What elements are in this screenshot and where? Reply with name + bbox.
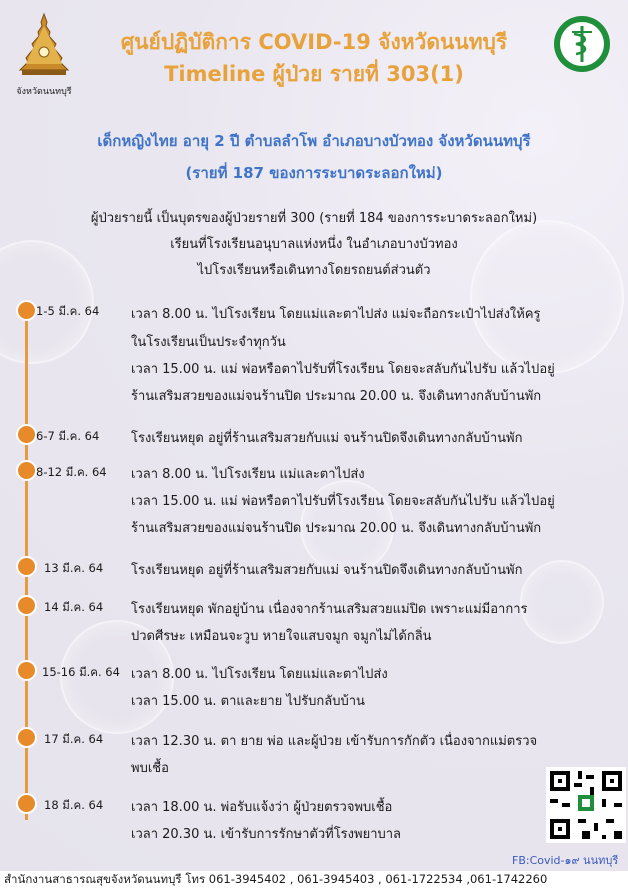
timeline-dot: [16, 727, 37, 748]
patient-description: เด็กหญิงไทย อายุ 2 ปี ตำบลลำโพ อำเภอบางบัวทอง จังหวัดนนทบุรี: [97, 132, 531, 150]
title-timeline-case: Timeline ผู้ป่วย รายที่ 303(1): [164, 62, 464, 86]
ministry-of-public-health-logo: [550, 14, 614, 78]
timeline-date: 13 มี.ค. 64: [44, 561, 104, 575]
footer-contact: สำนักงานสาธารณสุขจังหวัดนนทบุรี โทร 061-3945402 , 061-3945403 , 061-1722534 ,061-1742260: [0, 871, 628, 888]
timeline-text: ร้านเสริมสวยของแม่จนร้านปิด ประมาณ 20.00 น. จึงเดินทางกลับบ้านพัก: [131, 389, 542, 404]
timeline-date: 15-16 มี.ค. 64: [42, 665, 120, 679]
timeline-text: พบเชื้อ: [131, 761, 169, 776]
province-seal-icon: [16, 12, 72, 78]
timeline-date: 18 มี.ค. 64: [44, 798, 104, 812]
timeline-text: โรงเรียนหยุด อยู่ที่ร้านเสริมสวยกับแม่ จนร้านปิดจึงเดินทางกลับบ้านพัก: [131, 563, 523, 578]
timeline-dot: [16, 300, 37, 321]
moph-emblem-icon: [552, 14, 612, 74]
timeline-text: เวลา 8.00 น. ไปโรงเรียน แม่และตาไปส่ง: [131, 467, 365, 482]
timeline-date: 8-12 มี.ค. 64: [36, 465, 107, 479]
timeline-dot: [16, 793, 37, 814]
intro-line: เรียนที่โรงเรียนอนุบาลแห่งหนึ่ง ในอำเภอบางบัวทอง: [170, 237, 458, 252]
timeline-text: โรงเรียนหยุด อยู่ที่ร้านเสริมสวยกับแม่ จนร้านปิดจึงเดินทางกลับบ้านพัก: [131, 431, 523, 446]
left-logo-caption: จังหวัดนนทบุรี: [16, 87, 72, 97]
timeline-text: เวลา 15.00 น. แม่ พ่อหรือตาไปรับที่โรงเรียน โดยจะสลับกันไปรับ แล้วไปอยู่: [131, 362, 555, 377]
timeline-text: เวลา 8.00 น. ไปโรงเรียน โดยแม่และตาไปส่ง แม่จะถือกระเป๋าไปส่งให้ครู: [131, 307, 541, 322]
timeline-text: ปวดศีรษะ เหมือนจะวูบ หายใจแสบจมูก จมูกไม่ได้กลิ่น: [131, 629, 432, 644]
timeline-text: ร้านเสริมสวยของแม่จนร้านปิด ประมาณ 20.00 น. จึงเดินทางกลับบ้านพัก: [131, 521, 542, 536]
timeline-text: เวลา 8.00 น. ไปโรงเรียน โดยแม่และตาไปส่ง: [131, 667, 388, 682]
timeline-date: 6-7 มี.ค. 64: [36, 429, 100, 443]
title-operation-center: ศูนย์ปฏิบัติการ COVID-19 จังหวัดนนทบุรี: [120, 30, 508, 54]
timeline-dot: [16, 556, 37, 577]
timeline-text: โรงเรียนหยุด พักอยู่บ้าน เนื่องจากร้านเสริมสวยแม่ปิด เพราะแม่มีอาการ: [131, 602, 528, 617]
background-bubble: [520, 560, 604, 644]
qr-code-icon: [546, 767, 626, 843]
timeline-text: เวลา 20.30 น. เข้ารับการรักษาตัวที่โรงพยาบาล: [131, 827, 402, 842]
timeline-text: เวลา 18.00 น. พ่อรับแจ้งว่า ผู้ป่วยตรวจพบเชื้อ: [131, 800, 393, 815]
facebook-page-label: FB:Covid-๑๙ นนทบุรี: [512, 854, 619, 867]
outbreak-case-number: (รายที่ 187 ของการระบาดระลอกใหม่): [185, 164, 443, 182]
nonthaburi-seal-logo: [12, 12, 76, 98]
intro-line: ผู้ป่วยรายนี้ เป็นบุตรของผู้ป่วยรายที่ 300 (รายที่ 184 ของการระบาดระลอกใหม่): [90, 211, 538, 226]
qr-code[interactable]: [546, 767, 626, 843]
timeline-dot: [16, 660, 37, 681]
timeline-dot: [16, 424, 37, 445]
timeline-dot: [16, 595, 37, 616]
timeline-date: 14 มี.ค. 64: [44, 600, 104, 614]
timeline-date: 1-5 มี.ค. 64: [36, 304, 100, 318]
timeline-text: เวลา 15.00 น. แม่ พ่อหรือตาไปรับที่โรงเรียน โดยจะสลับกันไปรับ แล้วไปอยู่: [131, 494, 555, 509]
timeline-date: 17 มี.ค. 64: [44, 732, 104, 746]
timeline-text: เวลา 12.30 น. ตา ยาย พ่อ และผู้ป่วย เข้ารับการกักตัว เนื่องจากแม่ตรวจ: [131, 734, 538, 749]
timeline-text: ในโรงเรียนเป็นประจำทุกวัน: [131, 335, 286, 350]
timeline-text: เวลา 15.00 น. ตาและยาย ไปรับกลับบ้าน: [131, 694, 365, 709]
intro-line: ไปโรงเรียนหรือเดินทางโดยรถยนต์ส่วนตัว: [197, 263, 431, 278]
timeline-dot: [16, 460, 37, 481]
